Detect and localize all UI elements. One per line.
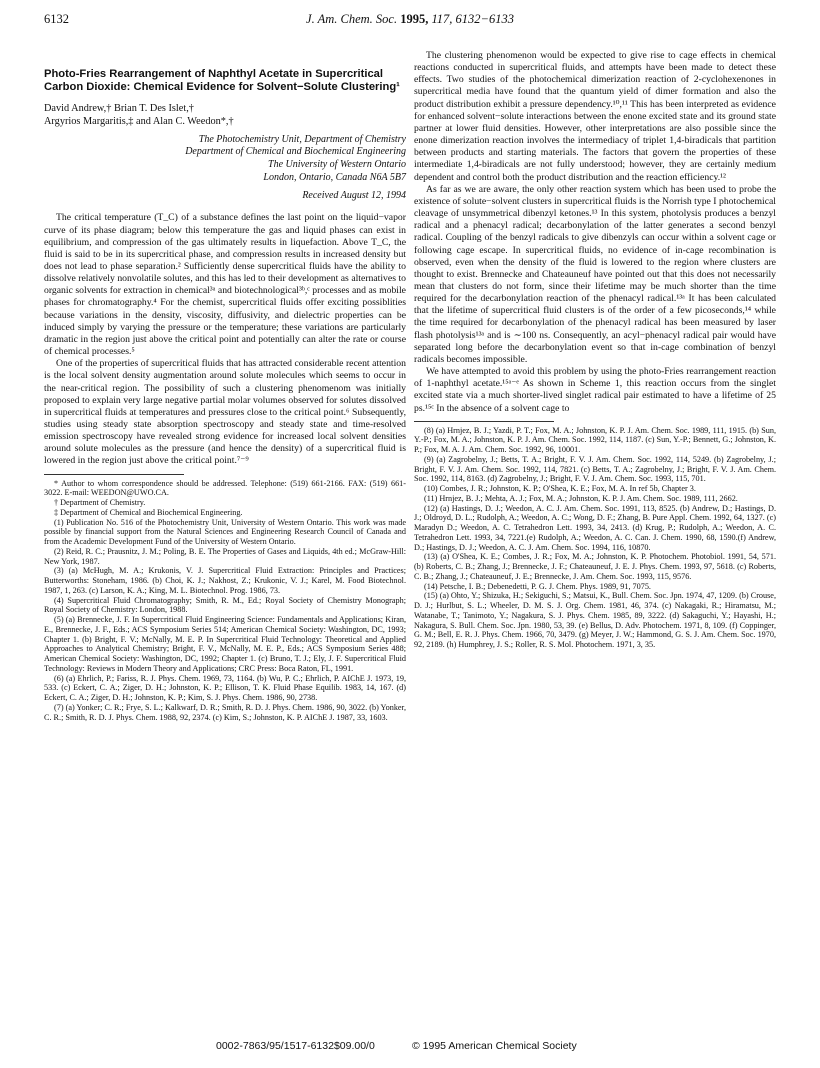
footnote: (6) (a) Ehrlich, P.; Fariss, R. J. Phys. Chem. 1969, 73, 1164. (b) Wu, P. C.; Ehrlich, P. AIChE J. 1973, 19, 533. (c) Eckert, C. A.; Ziger, D. H.; Johnston, K. P.; Ellison, T. K. Fluid Phase Equilib. 1983, 14, 167. (d) Eckert, C. A.; Ziger, D. H.; Johnston, K. P.; Kim, S. J. Phys. Chem. 1986, 90, 2738.	[44, 673, 406, 703]
reference: (9) (a) Zagrobelny, J.; Betts, T. A.; Bright, F. V. J. Am. Chem. Soc. 1992, 114, 5249. (b) Zagrobelny, J.; Bright, F. V. J. Am. Chem. Soc. 1992, 114, 7821. (c) Betts, T. A.; Zagrobelny, J.; Bright, F. V. J. Am. Chem. Soc. 1992, 114, 8163. (d) Zagrobelny, J.; Bright, F. V. J. Am. Chem. Soc. 1993, 115, 701.	[414, 454, 776, 484]
footnote: † Department of Chemistry.	[54, 498, 146, 508]
journal-volume-pages: 117, 6132−6133	[431, 12, 514, 26]
body-paragraph: One of the properties of supercritical fluids that has attracted considerable recent attention is the local solvent density augmentation around solute molecules which seems to occur in the near-critical region. The possibility of such a clustering phenomenom was initially proposed to explain very large negative partial molar volumes observed for solutes dissolved in supercritical fluids at temperatures and pressures close to the critical point.⁶ Subsequently, studies using steady state absorption spectroscopy and steady state and time-resolved emission spectroscopy have revealed strong evidence for increased local solvent densities around solute molecules as the pressure (and hence the density) of a supercritical fluid is lowered in the region just above the critical point.⁷⁻⁹	[44, 358, 406, 467]
footnote: (7) (a) Yonker; C. R.; Frye, S. L.; Kalkwarf, D. R.; Smith, R. D. J. Phys. Chem. 1986, 90, 3022. (b) Yonker, C. R.; Smith, R. D. J. Phys. Chem. 1988, 92, 2374. (c) Kim, S.; Johnston, K. P. AIChE J. 1987, 33, 1603.	[44, 702, 406, 722]
affiliation	[44, 134, 406, 184]
footnote: (4) Supercritical Fluid Chromatography; Smith, R. M., Ed.; Royal Society of Chemistry Monograph; Royal Society of Chemistry: London, 1988.	[44, 595, 406, 615]
reference: (13) (a) O'Shea, K. E.; Combes, J. R.; Fox, M. A.; Johnston, K. P. Photochem. Photobiol. 1991, 54, 571. (b) Roberts, C. B.; Zhang, J.; Brennecke, J. F.; Chateauneuf, J. E. J. Phys. Chem. 1993, 97, 5618. (c) Roberts, C. B.; Zhang, J.; Chateauneuf, J. E.; Brennecke, J. Am. Chem. Soc. 1993, 115, 9576.	[414, 552, 776, 581]
reference: (15) (a) Ohto, Y.; Shizuka, H.; Sekiguchi, S.; Matsui, K., Bull. Chem. Soc. Jpn. 1974, 47, 1209. (b) Crouse, D. J.; Hurlbut, S. L.; Wheeler, D. M. S. J. Org. Chem. 1981, 46, 374. (c) Nakagaki, R.; Hiramatsu, M.; Watanabe, T.; Tanimoto, Y.; Nagakura, S. J. Phys. Chem. 1985, 89, 3222. (d) Sakaguchi, Y.; Hayashi, H.; Nakagura, S. Bull. Chem. Soc. Jpn. 1980, 53, 39. (e) Bellus, D. Adv. Photochem. 1971, 8, 109. (f) Coppinger, G. M.; Bell, E. R. J. Phys. Chem. 1966, 70, 3479. (g) Meyer, J. W.; Hammond, G. S. J. Am. Chem. Soc. 1970, 92, 2189. (h) Humphrey, J. S.; Roller, R. S. Mol. Photochem. 1971, 3, 35.	[414, 591, 776, 650]
reference: (11) Hrnjez, B. J.; Mehta, A. J.; Fox, M. A.; Johnston, K. P. J. Am. Chem. Soc. 1989, 111, 2662.	[424, 493, 738, 503]
footnote: (5) (a) Brennecke, J. F. In Supercritical Fluid Engineering Science: Fundamentals and Applications; Kiran, E., Brennecke, J. F., Eds.; ACS Symposium Series 514; American Chemical Society: Washington, DC, 1993; Chapter 1. (b) Bright, F. V.; McNally, M. E. P. In Supercritical Fluid Technology: Theoretical and Applied Approaches to Analytical Chemistry; Bright, F. V., McNally, M. E. P., Eds.; ACS Symposium Series 488; American Chemical Society: Washington, DC, 1992; Chapter 1. (c) Bruno, T. J.; Ely, J. F. Supercritical Fluid Technology: Reviews in Modern Theory and Applications; CRC Press: Boca Raton, FL, 1991.	[44, 615, 406, 673]
reference: (8) (a) Hrnjez, B. J.; Yazdi, P. T.; Fox, M. A.; Johnston, K. P. J. Am. Chem. Soc. 1989, 111, 1915. (b) Sun, Y.-P.; Fox, M. A.; Johnston, K. P. J. Am. Chem. Soc. 1992, 114, 1187. (c) Sun, Y.-P.; Bennett, G.; Johnston, K. P.; Fox, M. A. J. Am. Chem. Soc. 1992, 96, 10001.	[414, 425, 776, 455]
article-code: 0002-7863/95/1517-6132$09.00/0	[216, 1040, 375, 1052]
page-number: 6132	[44, 12, 69, 26]
reference: (10) Combes, J. R.; Johnston, K. P.; O'Shea, K. E.; Fox, M. A. In ref 5b, Chapter 3.	[424, 484, 696, 494]
footnote-divider	[414, 421, 554, 422]
footnotes	[44, 479, 406, 723]
authors-line-1: David Andrew,† Brian T. Des Islet,†	[44, 102, 194, 114]
body-paragraph: The clustering phenomenon would be expected to give rise to cage effects in chemical reactions conducted in supercritical fluids, and attempts have been made to detect these effects. Two studies of the photochemical dimerization reaction of 2-cyclohexenones in supercritical media have found that the quantum yield of dimer formation and also the product distribution exhibit a pressure dependency.¹⁰,¹¹ This has been interpreted as evidence for enhanced solvent−solute interactions between the enone excited state and its ground state partner at lower fluid densities. However, other interpretations are also possible since the enone dimerization reaction involves the intermediacy of triplet 1,4-biradicals that partition between products and starting materials. The factors that govern the properties of these intermediate 1,4-biradicals are not fully understood; however, they are certainly medium dependent and control both the product distribution and the reaction efficiency.¹²	[414, 50, 776, 183]
affiliation-line: Department of Chemical and Biochemical Engineering	[185, 146, 406, 158]
footnote: (2) Reid, R. C.; Prausnitz, J. M.; Poling, B. E. The Properties of Gases and Liquids, 4th ed.; McGraw-Hill: New York, 1987.	[44, 546, 406, 566]
affiliation-line: The Photochemistry Unit, Department of Chemistry	[198, 133, 406, 145]
affiliation-line: The University of Western Ontario	[268, 159, 406, 170]
footnote: ‡ Department of Chemical and Biochemical Engineering.	[54, 507, 243, 517]
reference: (14) Petsche, I. B.; Debenedetti, P. G. J. Chem. Phys. 1989, 91, 7075.	[424, 581, 651, 591]
body-paragraph: As far as we are aware, the only other reaction system which has been used to probe the existence of solute−solvent clusters in supercritical fluids is the Norrish type I photochemical cleavage of unsymmetrical dibenzyl ketones.¹³ In this system, photolysis produces a benzyl radical and a phenacyl radical; decarbonylation of the latter generates a second benzyl radical. Coupling of the benzyl radicals to give dibenzyls can occur within a solvent cage or following cage escape. In supercritical fluids, no evidence of in-cage recombination is observed, even when the density of the fluid is lowered to the region where clusters are thought to exist. Brennecke and Chateauneuf have pointed out that this does not necessarily mean that clusters do not form, since their lifetime may be much shorter than the time required for the decarbonylation reaction of the phenacyl radical.¹³ᵃ It has been calculated that the lifetime of supercritical fluid clusters is of the order of a few picoseconds,¹⁴ while the time required for decarbonylation of the phenacyl radical has been measured by laser flash photolysis¹³ᵃ and is ∼100 ns. Consequently, an acyl−phenacyl radical pair would have separated long before the decarbonylation event so that in-cage combination of benzyl radicals becomes impossible.	[414, 183, 776, 365]
author-list	[44, 102, 406, 128]
running-header	[44, 12, 776, 30]
left-column	[44, 50, 406, 722]
footnote: (3) (a) McHugh, M. A.; Krukonis, V. J. Supercritical Fluid Extraction: Principles and Practices; Butterworths: Stoneham, 1986. (b) Choi, K. J.; Nakhost, Z.; Krukonic, V. J.; Karel, M. Food Biotechnol. 1987, 1, 263. (c) Larson, K. A.; King, M. L. Biotechnol. Prog. 1986, 73.	[44, 566, 406, 595]
footnote: (1) Publication No. 516 of the Photochemistry Unit, University of Western Ontario. This work was made possible by financial support from the Natural Sciences and Engineering Research Council of Canada and from the Academic Development Fund of the University of Western Ontario.	[44, 517, 406, 547]
footnote-divider	[44, 474, 184, 475]
authors-line-2: Argyrios Margaritis,‡ and Alan C. Weedon*,†	[44, 115, 234, 127]
references	[414, 426, 776, 650]
right-column	[414, 50, 776, 650]
journal-citation	[44, 12, 776, 27]
body-paragraph: The critical temperature (T_C) of a substance defines the last point on the liquid−vapor curve of its phase diagram; below this temperature the gas and liquid phases can exist in equilibrium, and compression of the gas ultimately results in liquefaction. Above T_C, the fluid is said to be in its supercritical phase, and compression results in increased density but does not lead to phase separation.² Sufficiently dense supercritical fluids have the ability to dissolve relatively nonvolatile solutes, and this has led to their development as alternatives to organic solvents for extraction in chemical³ᵃ and biotechnological³ᵇ,ᶜ processes and as mobile phases for chromatography.⁴ For the chemist, supercritical fluids offer exciting possiblities because variations in the density, viscosity, diffusivity, and dielectric properties can be induced simply by varying the pressure or the temperature; these variations are particularly dramatic in the region just above the critical point and potentially can alter the rate or course of chemical processes.⁵	[44, 212, 406, 358]
reference: (12) (a) Hastings, D. J.; Weedon, A. C. J. Am. Chem. Soc. 1991, 113, 8525. (b) Andrew, D.; Hastings, D. J.; Oldroyd, D. L.; Rudolph, A.; Weedon, A. C.; Wong, D. F.; Zhang, B. Pure Appl. Chem. 1992, 64, 1327. (c) Maradyn D.; Weedon, A. C. Tetrahedron Lett. 1993, 34, 2413. (d) Krug, P.; Rudolph, A.; Weedon, A. C. Tetrahedron Lett. 1993, 34, 7221.(e) Rudolph, A.; Weedon, A. C. Can. J. Chem. 1990, 68, 1590.(f) Andrew, D.; Hastings, D. J.; Weedon, A. C. J. Am. Chem. Soc. 1994, 116, 10870.	[414, 503, 776, 552]
copyright-notice: © 1995 American Chemical Society	[412, 1040, 577, 1052]
affiliation-line: London, Ontario, Canada N6A 5B7	[263, 171, 406, 183]
footnote: * Author to whom correspondence should be addressed. Telephone: (519) 661-2166. FAX: (519) 661-3022. E-mail: WEEDON@UWO.CA.	[44, 478, 406, 498]
received-date: Received August 12, 1994	[302, 190, 406, 202]
body-paragraph: We have attempted to avoid this problem by using the photo-Fries rearrangement reaction of 1-naphthyl acetate.¹⁵ᵃ⁻ᵉ As shown in Scheme 1, this reaction occurs from the singlet excited state via a much shorter-lived singlet radical pair estimated to have a lifetime of 25 ps.¹⁵ᶜ In the absence of a solvent cage to	[414, 366, 776, 414]
journal-name: J. Am. Chem. Soc.	[306, 12, 398, 26]
article-title: Photo-Fries Rearrangement of Naphthyl Acetate in Supercritical Carbon Dioxide: Chemical Evidence for Solvent−Solute Clustering¹	[44, 68, 400, 94]
journal-year: 1995,	[400, 12, 429, 26]
